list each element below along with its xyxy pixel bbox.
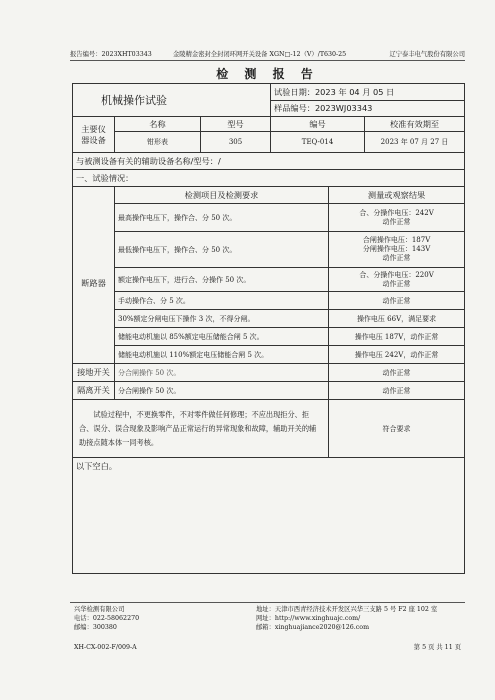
test-item: 分合闸操作 50 次。 bbox=[115, 364, 329, 382]
footer-address-block bbox=[256, 605, 437, 632]
result-line: 合闸操作电压：187V bbox=[362, 236, 431, 244]
blank-below: 以下空白。 bbox=[73, 458, 465, 574]
sample-number: 样品编号：2023WJ03343 bbox=[271, 101, 465, 117]
col-header-name: 名称 bbox=[115, 117, 201, 132]
test-result: 操作电压 187V，动作正常 bbox=[329, 328, 465, 346]
product-name: 金陵精金密封全封闭环网开关设备 XGN□-12（V）/T630-25 bbox=[173, 51, 347, 58]
footer-web: 网址：http://www.xinghuajc.com/ bbox=[256, 615, 361, 622]
result-line: 合、分操作电压：242V bbox=[359, 208, 434, 217]
result-line: 动作正常 bbox=[382, 279, 411, 288]
test-result: 操作电压 66V，满足要求 bbox=[329, 310, 465, 328]
footer-contact bbox=[74, 605, 139, 632]
test-result bbox=[329, 268, 465, 292]
page-number: 第 5 页 共 11 页 bbox=[413, 644, 461, 651]
test-item: 最低操作电压下，操作合、分 50 次。 bbox=[115, 232, 329, 268]
result-line: 动作正常 bbox=[382, 254, 411, 262]
test-item: 30%额定分闸电压下操作 3 次，不得分闸。 bbox=[115, 310, 329, 328]
test-item: 最高操作电压下，操作合、分 50 次。 bbox=[115, 204, 329, 232]
footer-address: 地址：天津市西青经济技术开发区兴华三支路 5 号 F2 座 102 室 bbox=[256, 606, 438, 613]
col-header-model: 型号 bbox=[201, 117, 271, 132]
instrument-model: 305 bbox=[201, 132, 271, 153]
footer-post: 邮编：300380 bbox=[74, 624, 117, 631]
test-item: 储能电动机施以 110%额定电压储能合闸 5 次。 bbox=[115, 346, 329, 364]
note-result: 符合要求 bbox=[329, 400, 465, 458]
results-header-result: 测量或观察结果 bbox=[329, 187, 465, 204]
test-result bbox=[329, 232, 465, 268]
footer-org: 兴华检测有限公司 bbox=[74, 606, 125, 613]
page-title: 检 测 报 告 bbox=[216, 67, 319, 81]
test-note bbox=[73, 400, 329, 458]
col-header-code: 编号 bbox=[271, 117, 365, 132]
test-item: 储能电动机施以 85%额定电压储能合闸 5 次。 bbox=[115, 328, 329, 346]
test-result: 动作正常 bbox=[329, 292, 465, 310]
footer-rule bbox=[70, 602, 465, 603]
test-item: 手动操作合、分 5 次。 bbox=[115, 292, 329, 310]
test-result: 动作正常 bbox=[329, 364, 465, 382]
footer-tel: 电话：022-58062270 bbox=[74, 615, 140, 622]
test-name: 机械操作试验 bbox=[73, 84, 271, 117]
group-breaker: 断路器 bbox=[73, 204, 115, 364]
footer-email: 邮箱：xinghuajiance2020@126.com bbox=[256, 624, 370, 631]
company-name: 辽宁泰丰电气股份有限公司 bbox=[389, 51, 465, 58]
result-line: 动作正常 bbox=[382, 217, 411, 226]
col-header-calibration: 校准有效期至 bbox=[365, 117, 465, 132]
report-table bbox=[72, 83, 465, 574]
test-result bbox=[329, 204, 465, 232]
results-header-blank bbox=[73, 187, 115, 204]
test-result: 操作电压 242V，动作正常 bbox=[329, 346, 465, 364]
group-disconnector: 隔离开关 bbox=[73, 382, 115, 400]
test-item: 分合闸操作 50 次。 bbox=[115, 382, 329, 400]
document-code: XH-CX-002-F/009-A bbox=[74, 644, 137, 651]
report-number: 报告编号：2023XHT03343 bbox=[70, 51, 152, 58]
instruments-label-text: 主要仪器设备 bbox=[81, 123, 106, 145]
aux-equipment: 与被测设备有关的辅助设备名称/型号：/ bbox=[73, 153, 465, 170]
result-line: 合、分操作电压：220V bbox=[359, 270, 434, 279]
test-item: 额定操作电压下，进行合、分操作 50 次。 bbox=[115, 268, 329, 292]
instrument-calibration-date: 2023 年 07 月 27 日 bbox=[365, 132, 465, 153]
header-rule bbox=[70, 60, 465, 61]
instrument-name: 钳形表 bbox=[115, 132, 201, 153]
group-earthing-switch: 接地开关 bbox=[73, 364, 115, 382]
test-date: 试验日期：2023 年 04 月 05 日 bbox=[271, 84, 465, 101]
test-result: 动作正常 bbox=[329, 382, 465, 400]
section-title: 一、试验情况： bbox=[73, 170, 465, 187]
header-line bbox=[70, 49, 465, 58]
results-header-item: 检测项目及检测要求 bbox=[115, 187, 329, 204]
instruments-label bbox=[73, 117, 115, 153]
test-note-text: 试验过程中，不更换零件，不对零件做任何修理；不应出现拒分、拒合、误分、误合现象及影响产品正常运行的异常现象和故障，辅助开关的辅助接点随本体一同考核。 bbox=[79, 409, 317, 447]
instrument-code: TEQ-014 bbox=[271, 132, 365, 153]
result-line: 分闸操作电压：143V bbox=[362, 245, 431, 253]
